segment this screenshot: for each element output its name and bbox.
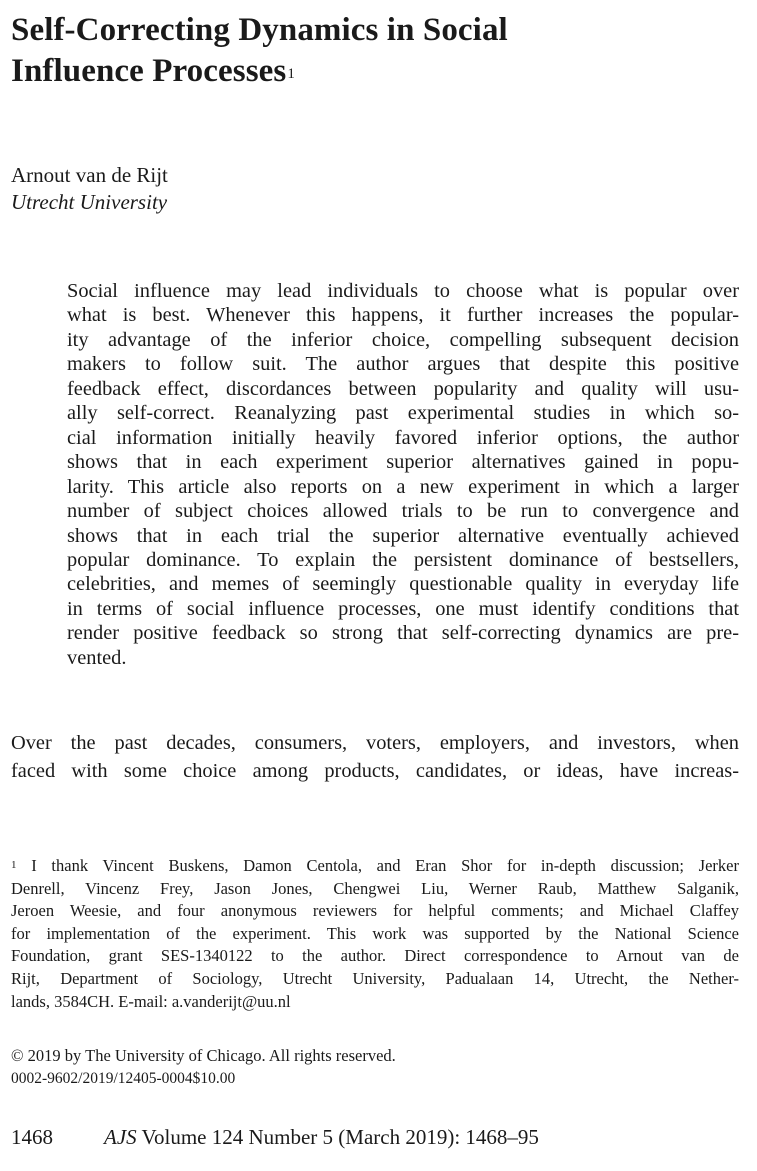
- title-line-2: [11, 51, 731, 92]
- author-name: Arnout van de Rijt: [11, 163, 168, 187]
- footnote-line: Denrell, Vincenz Frey, Jason Jones, Chengwei Liu, Werner Raub, Matthew Salganik,: [11, 878, 739, 898]
- issn-code: 0002-9602/2019/12405-0004$10.00: [11, 1070, 236, 1087]
- page-number: 1468: [11, 1125, 53, 1149]
- abstract-line: ally self-correct. Reanalyzing past experimental studies in which so-: [67, 402, 739, 425]
- title-line-1: Self-Correcting Dynamics in Social: [11, 12, 508, 48]
- body-text: [11, 730, 739, 785]
- abstract-line: ity advantage of the inferior choice, compelling subsequent decision: [67, 328, 739, 351]
- running-footer: [11, 1123, 539, 1151]
- abstract-line: render positive feedback so strong that self-correcting dynamics are pre-: [67, 622, 739, 645]
- abstract-line: shows that in each trial the superior alternative eventually achieved: [67, 524, 739, 547]
- footnote-mark: 1: [11, 859, 17, 871]
- abstract-line: cial information initially heavily favored inferior options, the author: [67, 426, 739, 449]
- footnote-line: lands, 3584CH. E-mail: a.vanderijt@uu.nl: [11, 991, 291, 1011]
- footnote: [11, 855, 739, 1013]
- abstract-line: shows that in each experiment superior alternatives gained in popu-: [67, 451, 739, 474]
- abstract-line: Social influence may lead individuals to choose what is popular over: [67, 280, 739, 302]
- abstract-line: vented.: [67, 646, 127, 669]
- body-line: Over the past decades, consumers, voters, employers, and investors, when: [11, 732, 739, 754]
- footnote-line-text: I thank Vincent Buskens, Damon Centola, and Eran Shor for in-depth discussion; Jerker: [31, 856, 739, 875]
- abstract-line: popular dominance. To explain the persistent dominance of bestsellers,: [67, 548, 739, 571]
- abstract-line: in terms of social influence processes, one must identify conditions that: [67, 597, 739, 620]
- footnote-line: Jeroen Weesie, and four anonymous reviewers for helpful comments; and Michael Claffey: [11, 901, 739, 921]
- footnote-line: [11, 855, 739, 878]
- footnote-line: for implementation of the experiment. This work was supported by the National Science: [11, 923, 739, 943]
- title-footnote-mark[interactable]: 1: [287, 66, 295, 82]
- copyright-notice: © 2019 by The University of Chicago. All rights reserved.: [11, 1046, 396, 1065]
- abstract-line: makers to follow suit. The author argues that despite this positive: [67, 353, 739, 376]
- author-affiliation: Utrecht University: [11, 190, 168, 214]
- footnote-line: Foundation, grant SES-1340122 to the author. Direct correspondence to Arnout van de: [11, 946, 739, 966]
- body-line: faced with some choice among products, candidates, or ideas, have increas-: [11, 759, 739, 782]
- journal-name: AJS: [104, 1125, 137, 1149]
- article-title: [11, 10, 731, 92]
- footnote-line: Rijt, Department of Sociology, Utrecht University, Padualaan 14, Utrecht, the Nether-: [11, 968, 739, 988]
- abstract-line: number of subject choices allowed trials to be run to convergence and: [67, 500, 739, 523]
- abstract-line: celebrities, and memes of seemingly questionable quality in everyday life: [67, 573, 739, 596]
- abstract-line: what is best. Whenever this happens, it further increases the popular-: [67, 304, 739, 327]
- abstract-line: larity. This article also reports on a new experiment in which a larger: [67, 475, 739, 498]
- abstract-line: feedback effect, discordances between popularity and quality will usu-: [67, 377, 739, 400]
- issue-citation: Volume 124 Number 5 (March 2019): 1468–95: [141, 1125, 539, 1149]
- title-line-2-text: Influence Processes: [11, 53, 287, 89]
- abstract: [67, 279, 739, 670]
